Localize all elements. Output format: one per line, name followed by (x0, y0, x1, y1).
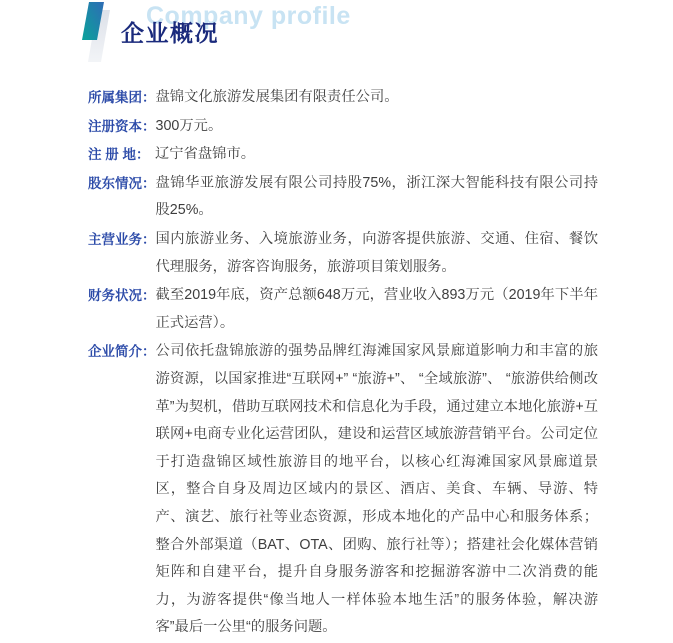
profile-text-shareholders: 盘锦华亚旅游发展有限公司持股75%，浙江深大智能科技有限公司持股25%。 (155, 174, 598, 219)
profile-row-capital (88, 113, 598, 141)
profile-row-finance (88, 282, 598, 337)
page-title: 企业概况 (121, 20, 219, 46)
profile-row-shareholders (88, 170, 598, 225)
profile-label-business: 主营业务： (88, 231, 156, 247)
profile-label-finance: 财务状况： (88, 288, 156, 304)
profile-text-business: 国内旅游业务、入境旅游业务，向游客提供旅游、交通、住宿、餐饮代理服务，游客咨询服务，旅游项目策划服务。 (155, 230, 598, 275)
profile-list (88, 84, 598, 643)
page-subtitle: Company profile (146, 2, 351, 30)
profile-row-location (88, 141, 598, 169)
profile-label-shareholders: 股东情况： (88, 175, 156, 191)
profile-text-capital: 300万元。 (155, 117, 223, 134)
profile-label-intro: 企业简介： (88, 344, 156, 360)
logo-icon (78, 0, 118, 72)
profile-text-location: 辽宁省盘锦市。 (155, 146, 256, 163)
profile-row-business (88, 226, 598, 281)
profile-text-group: 盘锦文化旅游发展集团有限责任公司。 (155, 89, 399, 105)
profile-label-location: 注 册 地： (88, 147, 150, 163)
profile-row-intro (88, 338, 598, 642)
profile-row-group (88, 84, 598, 112)
profile-text-finance: 截至2019年底，资产总额648万元，营业收入893万元（2019年下半年正式运营）。 (155, 287, 598, 331)
profile-label-capital: 注册资本： (88, 118, 156, 134)
profile-text-intro: 公司依托盘锦旅游的强势品牌红海滩国家风景廊道影响力和丰富的旅游资源，以国家推进“互联网+” “旅游+”、 “全域旅游”、 “旅游供给侧改革”为契机，借助互联网技术和信息化为手段，通过建立本地化旅游+互联网+电商专业化运营团队，建设和运营区域旅游营销平台。公司定位于打造盘锦区域性旅游目的地平台，以核心红海滩国家风景廊道景区，整合自身及周边区域内的景区、酒店、美食、车辆、导游、特产、演艺、旅行社等业态资源，形成本地化的产品中心和服务体系；整合外部渠道（BAT、OTA、团购、旅行社等）；搭建社会化媒体营销矩阵和自建平台，提升自身服务游客和挖掘游客游中二次消费的能力，为游客提供“像当地人一样体验本地生活”的服务体验，解决游客”最后一公里“的服务问题。 (155, 343, 598, 636)
profile-label-group: 所属集团： (88, 90, 156, 105)
